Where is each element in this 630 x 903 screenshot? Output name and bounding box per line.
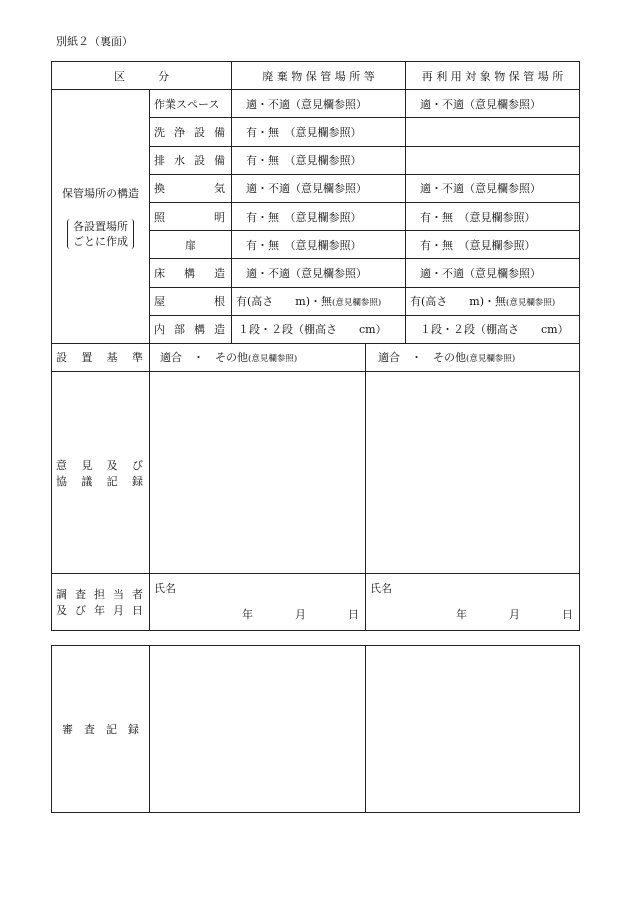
field-col1[interactable]: 適・不適（意見欄参照） — [232, 259, 406, 287]
field-col2[interactable]: 有・無 （意見欄参照） — [406, 231, 580, 259]
field-col1[interactable]: 適・不適（意見欄参照） — [232, 90, 406, 118]
iken-row — [52, 372, 580, 574]
row-label: 洗浄設備 — [150, 118, 232, 146]
bracket-note-line1: 各設置場所 — [73, 219, 128, 233]
field-col1[interactable] — [232, 287, 406, 315]
iken-label — [52, 372, 150, 574]
roof-col2-main: 有(高さ m)・無 — [410, 295, 507, 309]
field-col2-empty[interactable] — [406, 146, 580, 174]
field-col2[interactable]: 適・不適（意見欄参照） — [406, 259, 580, 287]
row-label: 照 明 — [150, 202, 232, 230]
field-col2[interactable]: １段・２段（棚高さ cm） — [406, 315, 580, 343]
month-label: 月 — [295, 608, 306, 621]
bracket-note — [67, 219, 134, 249]
field-col1[interactable]: 適・不適（意見欄参照） — [232, 174, 406, 202]
field-col1[interactable]: 有・無 （意見欄参照） — [232, 231, 406, 259]
chosa-row — [52, 574, 580, 631]
shinsa-col2[interactable] — [366, 646, 580, 813]
chosa-col2[interactable] — [366, 574, 580, 631]
day-label: 日 — [348, 608, 359, 621]
setti-col2-note: (意見欄参照) — [466, 354, 516, 365]
setti-col2[interactable] — [366, 343, 580, 371]
iken-label-line2: 協議記録 — [56, 474, 143, 488]
structure-group-cell — [52, 90, 150, 344]
iken-col1[interactable] — [150, 372, 366, 574]
field-col1[interactable]: 有・無 （意見欄参照） — [232, 202, 406, 230]
setti-col2-main: 適合 ・ その他 — [378, 351, 466, 365]
reuse-storage-header: 再 利 用 対 象 物 保 管 場 所 — [406, 62, 580, 90]
field-col2[interactable]: 適・不適（意見欄参照） — [406, 174, 580, 202]
year-label: 年 — [242, 608, 253, 621]
field-col2[interactable] — [406, 90, 580, 118]
date-line — [242, 606, 359, 622]
iken-label-line1: 意見及び — [56, 458, 143, 472]
row-label: 換 気 — [150, 174, 232, 202]
row-label: 排水設備 — [150, 146, 232, 174]
setti-col1-note: (意見欄参照) — [248, 354, 298, 365]
field-col2[interactable]: 有・無 （意見欄参照） — [406, 202, 580, 230]
field-col1[interactable]: １段・２段（棚高さ cm） — [232, 315, 406, 343]
setti-row — [52, 343, 580, 371]
field-col1[interactable]: 有・無 （意見欄参照） — [232, 146, 406, 174]
field-col1[interactable]: 有・無 （意見欄参照） — [232, 118, 406, 146]
setti-col1[interactable] — [150, 343, 366, 371]
name-label: 氏名 — [154, 582, 176, 596]
review-table — [51, 645, 580, 813]
field-col2-text: 適・不適（意見欄参照） — [420, 97, 542, 111]
row-label: 床構造 — [150, 259, 232, 287]
chosa-col1[interactable] — [150, 574, 366, 631]
header-row — [52, 62, 580, 90]
name-label: 氏名 — [370, 582, 392, 596]
inspection-table — [51, 61, 580, 631]
field-col2[interactable] — [406, 287, 580, 315]
waste-storage-header: 廃 棄 物 保 管 場 所 等 — [232, 62, 406, 90]
bracket-note-line2: ごとに作成 — [73, 234, 128, 248]
row-label: 内部構造 — [150, 315, 232, 343]
date-line — [456, 606, 573, 622]
month-label: 月 — [509, 608, 521, 621]
roof-col1-note: (意見欄参照) — [332, 298, 382, 309]
table-row — [52, 90, 580, 118]
year-label: 年 — [456, 608, 468, 621]
structure-group-label: 保管場所の構造 — [62, 186, 139, 200]
review-row — [52, 646, 580, 813]
kubun-header: 区 分 — [52, 62, 232, 90]
setti-col1-main: 適合 ・ その他 — [160, 351, 248, 365]
field-col2-empty[interactable] — [406, 118, 580, 146]
row-label: 扉 — [150, 231, 232, 259]
iken-col2[interactable] — [366, 372, 580, 574]
row-label: 屋 根 — [150, 287, 232, 315]
roof-col2-note: (意見欄参照) — [506, 298, 556, 309]
chosa-label-line1: 調査担当者 — [56, 588, 143, 602]
day-label: 日 — [562, 608, 574, 621]
row-label: 作業スペース — [150, 90, 232, 118]
chosa-label-line2: 及び年月日 — [56, 604, 143, 618]
shinsa-col1[interactable] — [150, 646, 366, 813]
setti-label: 設置基準 — [52, 343, 150, 371]
shinsa-label: 審 査 記 録 — [52, 646, 150, 813]
roof-col1-main: 有(高さ m)・無 — [236, 295, 333, 309]
chosa-label — [52, 574, 150, 631]
document-title: 別紙２（裏面） — [56, 35, 133, 48]
